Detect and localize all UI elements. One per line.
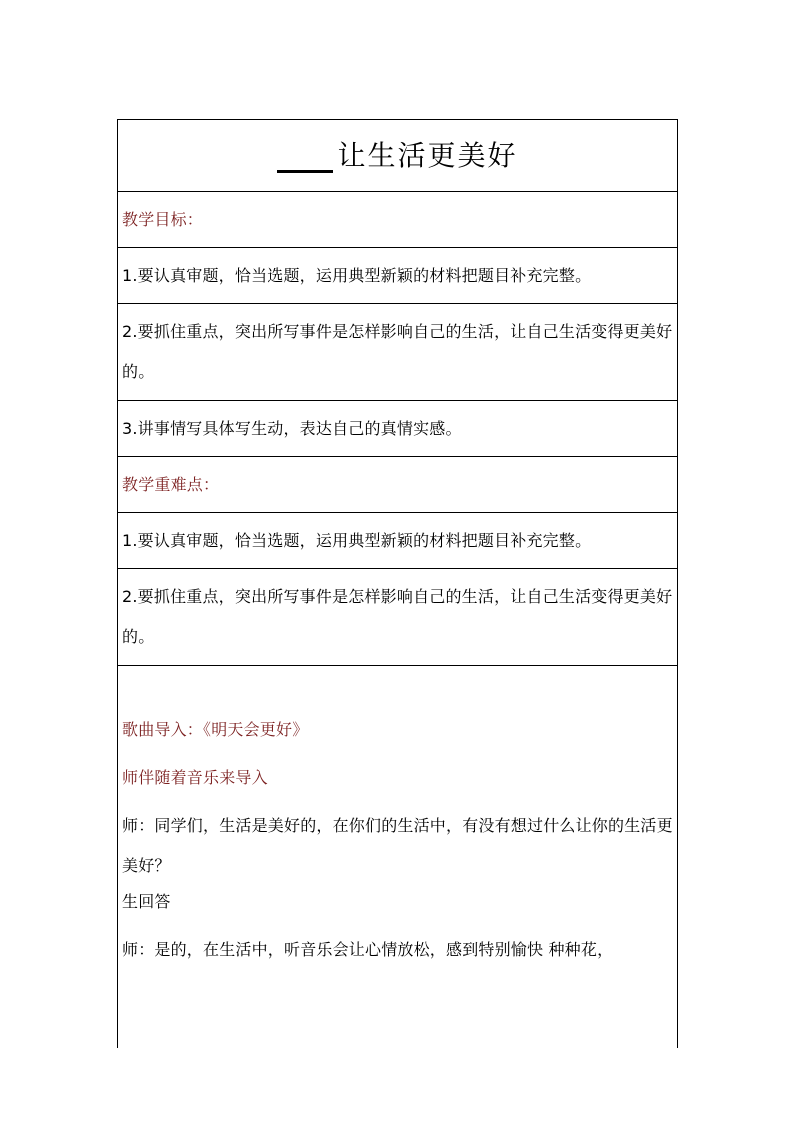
title-blank [277,146,333,173]
page-title [277,139,517,172]
title-cell [118,120,678,192]
teaching-process-cell [118,666,678,1049]
objectives-heading-row [118,192,678,248]
objective-row [118,304,678,401]
key-point-item-2: 2.要抓住重点，突出所写事件是怎样影响自己的生活，让自己生活变得更美好的。 [118,569,678,666]
teaching-process-row [118,666,678,1049]
key-point-row [118,569,678,666]
title-text: 让生活更美好 [337,138,518,172]
key-point-item-1: 1.要认真审题，恰当选题，运用典型新颖的材料把题目补充完整。 [118,513,678,569]
key-points-heading: 教学重难点： [118,457,678,513]
key-points-heading-row [118,457,678,513]
title-row [118,120,678,192]
lesson-plan-table [117,119,678,1048]
teacher-line-2: 师：是的，在生活中，听音乐会让心情放松，感到特别愉快 种种花， [122,940,614,959]
objectives-heading: 教学目标： [118,192,678,248]
key-point-row [118,513,678,569]
objective-row [118,248,678,304]
intro-note: 师伴随着音乐来导入 [122,768,268,787]
student-line-1: 生回答 [122,892,171,911]
objective-row [118,401,678,457]
teacher-line-1: 师：同学们，生活是美好的，在你们的生活中，有没有想过什么让你的生活更美好？ [122,816,673,875]
song-intro: 歌曲导入：《明天会更好》 [122,720,309,739]
objective-item-3: 3.讲事情写具体写生动，表达自己的真情实感。 [118,401,678,457]
objective-item-1: 1.要认真审题，恰当选题，运用典型新颖的材料把题目补充完整。 [118,248,678,304]
objective-item-2: 2.要抓住重点，突出所写事件是怎样影响自己的生活，让自己生活变得更美好的。 [118,304,678,401]
